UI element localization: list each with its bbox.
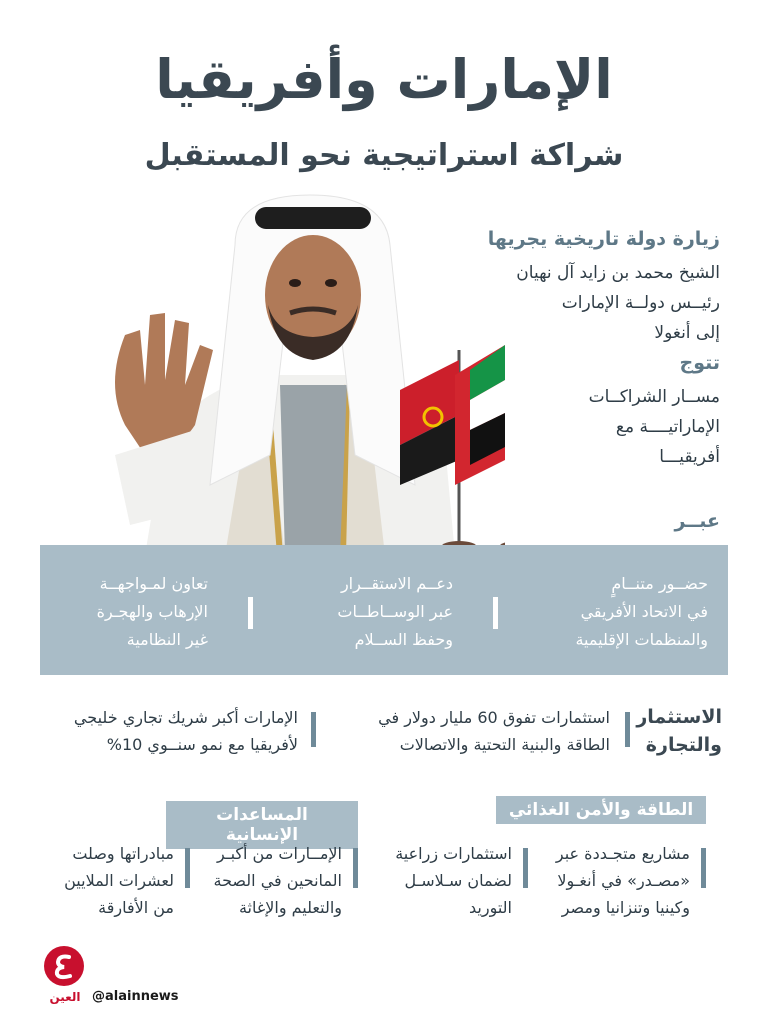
visit-line: رئيــس دولــة الإمارات [561, 293, 720, 313]
uae-flag-icon [455, 345, 505, 485]
pillar-divider [493, 597, 498, 629]
aid-line: الإمــارات من أكبـر [217, 844, 342, 863]
investment-bar [311, 712, 316, 747]
aid-bar [353, 848, 358, 888]
crown-line: مســار الشراكــات [588, 387, 720, 407]
pillar-line: في الاتحاد الأفريقي [580, 602, 708, 621]
aid-line: مبادراتها وصلت [72, 844, 174, 863]
brand-logo-text: العين [49, 990, 81, 1004]
crown-line: الإماراتيــــة مع [615, 417, 720, 437]
aid-line: من الأفارقة [98, 898, 174, 917]
page-subtitle: شراكة استراتيجية نحو المستقبل [144, 138, 624, 173]
investment-heading-line: والتجارة [645, 734, 722, 756]
investment-line: الطاقة والبنية التحتية والاتصالات [399, 735, 610, 754]
crown-text [589, 382, 720, 472]
investment-bar [625, 712, 630, 747]
aid-line: المانحين في الصحة [213, 871, 342, 890]
pillar-line: غير النظامية [126, 630, 208, 649]
aid-item-1 [214, 840, 343, 921]
angola-flag-icon [400, 360, 459, 485]
energy-heading: الطاقة والأمن الغذائي [496, 796, 706, 824]
visit-heading: زيارة دولة تاريخية يجريها [487, 228, 720, 250]
visit-text [516, 258, 720, 348]
pillar-line: وحفظ الســلام [354, 630, 453, 649]
through-heading: عبــر [674, 510, 720, 532]
pillars-band [40, 545, 728, 675]
energy-item-2 [395, 840, 512, 921]
visit-line: إلى أنغولا [654, 323, 720, 343]
brand-handle-text: @alainnews [92, 989, 179, 1004]
investment-item-1 [378, 704, 610, 758]
aid-item-2 [64, 840, 174, 921]
energy-line: «مصـدر» في أنغـولا [557, 871, 690, 890]
energy-line: وكينيا وتنزانيا ومصر [561, 898, 690, 917]
pillar-line: حضــور متنــامٍ [611, 574, 708, 593]
energy-line: مشاريع متجـددة عبر [555, 844, 690, 863]
pillar-divider [248, 597, 253, 629]
energy-bar [523, 848, 528, 888]
investment-heading-line: الاستثمار [636, 706, 722, 728]
pillar-presence [575, 570, 708, 654]
pillar-line: عبر الوســاطــات [337, 602, 453, 621]
investment-item-2 [74, 704, 298, 758]
aid-line: والتعليم والإغاثة [238, 898, 342, 917]
energy-line: استثمارات زراعية [395, 844, 512, 863]
page-title: الإمارات وأفريقيا [155, 48, 613, 111]
energy-line: التوريد [469, 898, 512, 917]
brand-handle[interactable] [92, 989, 179, 1004]
aid-heading: المساعدات الإنسانية [166, 801, 358, 849]
visit-line: الشيخ محمد بن زايد آل نهيان [516, 263, 720, 283]
energy-bar [701, 848, 706, 888]
pillar-stability [337, 570, 453, 654]
pillar-line: دعــم الاستقــرار [340, 574, 453, 593]
energy-item-1 [556, 840, 690, 921]
aid-line: لعشرات الملايين [64, 871, 174, 890]
investment-line: استثمارات تفوق 60 مليار دولار في [378, 708, 610, 727]
pillar-line: تعاون لمـواجهــة [99, 574, 208, 593]
aid-bar [185, 848, 190, 888]
investment-line: الإمارات أكبر شريك تجاري خليجي [73, 708, 298, 727]
crown-heading: تتوج [679, 352, 720, 374]
investment-line: لأفريقيا مع نمو سنــوي 10% [106, 735, 298, 754]
pillar-line: والمنظمات الإقليمية [575, 630, 708, 649]
leader-portrait [85, 185, 505, 555]
crown-line: أفريقيـــا [659, 447, 720, 467]
energy-line: لضمان سـلاسـل [404, 871, 512, 890]
investment-heading [636, 703, 722, 759]
pillar-line: الإرهاب والهجـرة [96, 602, 208, 621]
alain-logo-icon [42, 944, 86, 988]
pillar-cooperation [97, 570, 208, 654]
